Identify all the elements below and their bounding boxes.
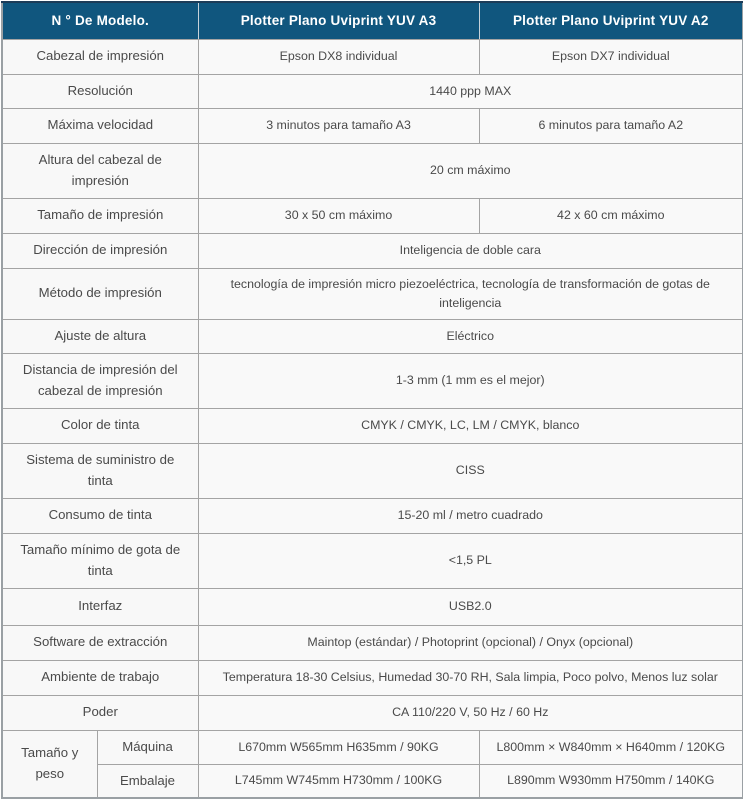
table-row	[2, 408, 743, 443]
header-col-a3: Plotter Plano Uviprint YUV A3	[198, 2, 479, 39]
table-header-row	[2, 2, 743, 39]
spec-label: Resolución	[2, 74, 198, 108]
spec-value-both: 20 cm máximo	[198, 143, 743, 198]
table-row	[2, 588, 743, 625]
table-row	[2, 108, 743, 143]
table-row	[2, 353, 743, 408]
spec-value-both: CISS	[198, 443, 743, 498]
spec-value-a3: 3 minutos para tamaño A3	[198, 108, 479, 143]
spec-label: Consumo de tinta	[2, 498, 198, 533]
spec-value-both: CA 110/220 V, 50 Hz / 60 Hz	[198, 695, 743, 730]
spec-value-both: tecnología de impresión micro piezoeléctrica, tecnología de transformación de gotas de inteligencia	[198, 268, 743, 319]
spec-label: Método de impresión	[2, 268, 198, 319]
spec-label: Software de extracción	[2, 625, 198, 660]
spec-value-a2: 6 minutos para tamaño A2	[479, 108, 743, 143]
spec-label: Interfaz	[2, 588, 198, 625]
spec-label: Cabezal de impresión	[2, 39, 198, 74]
table-row	[2, 74, 743, 108]
table-row	[2, 39, 743, 74]
spec-label: Ajuste de altura	[2, 319, 198, 353]
spec-value-both: Eléctrico	[198, 319, 743, 353]
table-row	[2, 625, 743, 660]
table-row	[2, 660, 743, 695]
spec-sublabel: Máquina	[97, 730, 198, 764]
header-model-label: N ° De Modelo.	[2, 2, 198, 39]
table-row	[2, 498, 743, 533]
table-row	[2, 319, 743, 353]
table-row	[2, 198, 743, 233]
table-row	[2, 695, 743, 730]
spec-value-both: 1440 ppp MAX	[198, 74, 743, 108]
spec-value-a2: 42 x 60 cm máximo	[479, 198, 743, 233]
spec-sublabel: Embalaje	[97, 764, 198, 798]
spec-value-both: Maintop (estándar) / Photoprint (opcional) / Onyx (opcional)	[198, 625, 743, 660]
spec-label: Dirección de impresión	[2, 233, 198, 268]
plotter-spec-table	[1, 1, 743, 799]
spec-label: Tamaño de impresión	[2, 198, 198, 233]
spec-value-both: CMYK / CMYK, LC, LM / CMYK, blanco	[198, 408, 743, 443]
spec-value-both: 15-20 ml / metro cuadrado	[198, 498, 743, 533]
spec-label: Poder	[2, 695, 198, 730]
table-row	[2, 143, 743, 198]
spec-value-both: Temperatura 18-30 Celsius, Humedad 30-70 RH, Sala limpia, Poco polvo, Menos luz solar	[198, 660, 743, 695]
spec-value-a2: Epson DX7 individual	[479, 39, 743, 74]
spec-value-a2: L800mm × W840mm × H640mm / 120KG	[479, 730, 743, 764]
spec-label: Altura del cabezal de impresión	[2, 143, 198, 198]
table-row-size-weight-packing	[2, 764, 743, 798]
table-row	[2, 443, 743, 498]
spec-label: Distancia de impresión del cabezal de impresión	[2, 353, 198, 408]
spec-value-a3: Epson DX8 individual	[198, 39, 479, 74]
size-weight-group-label: Tamaño y peso	[2, 730, 97, 798]
spec-label: Máxima velocidad	[2, 108, 198, 143]
spec-label: Ambiente de trabajo	[2, 660, 198, 695]
header-col-a2: Plotter Plano Uviprint YUV A2	[479, 2, 743, 39]
table-row	[2, 233, 743, 268]
spec-value-both: USB2.0	[198, 588, 743, 625]
spec-value-a3: 30 x 50 cm máximo	[198, 198, 479, 233]
table-row-size-weight-machine	[2, 730, 743, 764]
spec-label: Sistema de suministro de tinta	[2, 443, 198, 498]
spec-value-a3: L745mm W745mm H730mm / 100KG	[198, 764, 479, 798]
table-row	[2, 533, 743, 588]
spec-value-both: 1-3 mm (1 mm es el mejor)	[198, 353, 743, 408]
spec-value-both: <1,5 PL	[198, 533, 743, 588]
spec-value-a2: L890mm W930mm H750mm / 140KG	[479, 764, 743, 798]
spec-label: Color de tinta	[2, 408, 198, 443]
spec-value-both: Inteligencia de doble cara	[198, 233, 743, 268]
table-row	[2, 268, 743, 319]
spec-value-a3: L670mm W565mm H635mm / 90KG	[198, 730, 479, 764]
spec-label: Tamaño mínimo de gota de tinta	[2, 533, 198, 588]
